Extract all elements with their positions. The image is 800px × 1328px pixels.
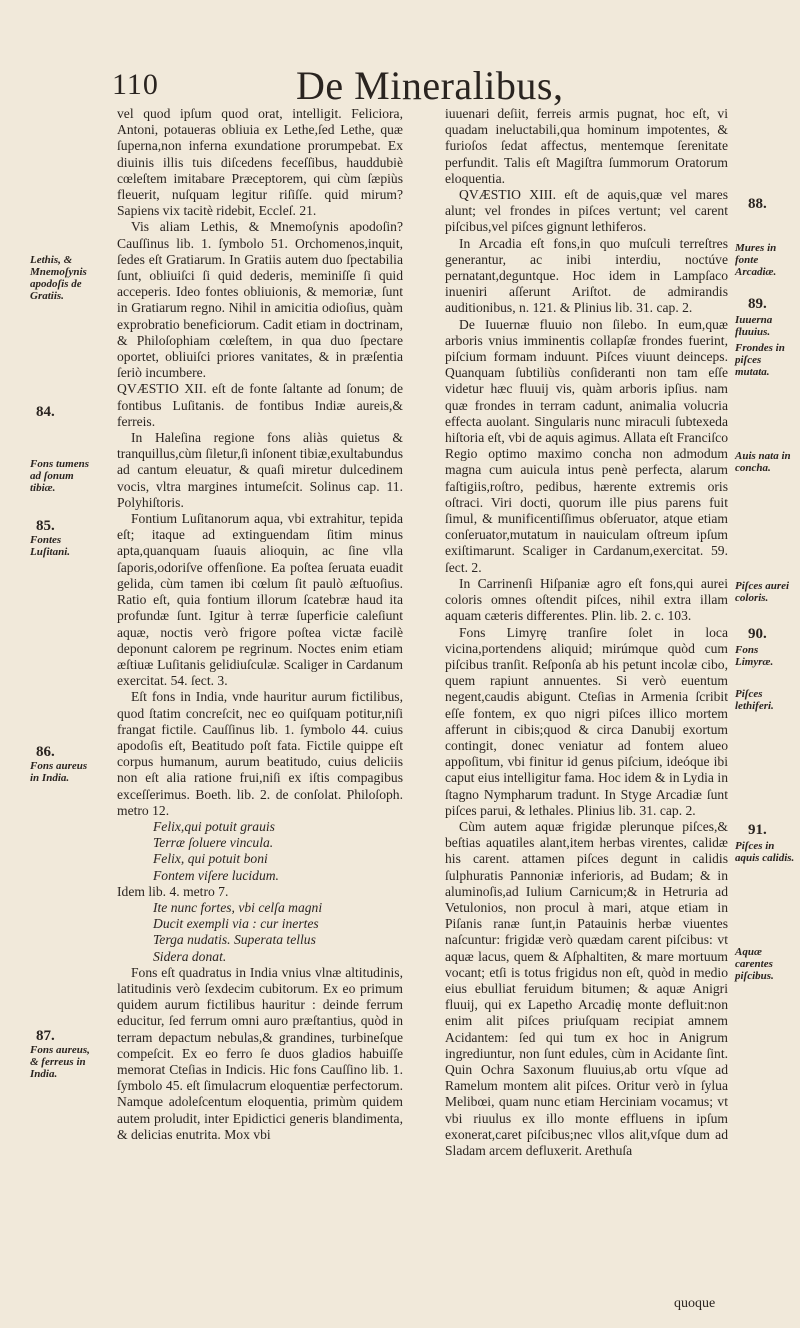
paragraph: Fons eſt quadratus in India vnius vlnæ altitudinis, latitudinis verò ſexdecim cubitorum. Ex eo primum quidem aurum fictilibus hauritur : deinde ferrum educitur, ſed ferrum omni auro præſtantius, quòd in terram depactum nebulas,& grandines, turbineſque compeſcit. Ex eo ferro ſe duos gladios habuiſſe memorat Cteſias in Indicis. Hic fons Cauſſino lib. 1. ſymbolo 45. eſt ſimulacrum eloquentiæ perfectorum. Namque adoleſcentum eloquentia, primùm quidem autem proludit, inter Epidictici generis blandimenta, & delicias enutrita. Mox vbi — [117, 964, 403, 1142]
page-number: 110 — [112, 68, 159, 101]
paragraph: Cùm autem aquæ frigidæ plerunque piſces,& beſtias aquatiles alant,item herbas virentes, calidæ his carent. attamen piſces degunt in calidis ſulphuratis Pannoniæ inferioris, ad Budam; & in aluminoſis,ad Iulium Carnicum;& in Hetruria ad Vetulonios, non procul à mari, atque etiam in Piſanis ranæ ſunt,in Patauinis herbæ viuentes naſcuntur: frigidæ verò quædam carent piſcibus: vt aquæ lacus, quem & Aſphaltiten, & mare mortuum vocant; etſi is totus frigidus non eſt, quòd in medio eius ebulliat feruidum bitumen; & aquæ Anigri fluuij, qui ex Lapetho Arcadię monte defluit:non enim alit piſces priuſquam recipiat amnem Acidantem: ſed qui tum ex hoc in Anigrum ingrediuntur, non ſunt edules, cùm in Acidante ſint. Quin Ochra Saxonum fluuius,ab ortu vſque ad Ramelum montem alit piſces. Oritur verò in ſylua Melibœi, quam nunc etiam Herciniam vocamus; vt vbi riuulus ex illo monte effluens in ipſum exonerat,caret piſcibus;nec vllos alit,vſque dum ad Sladam arcem defluxerit. Arethuſa — [445, 818, 728, 1158]
paragraph: Fons Limyrę tranſire ſolet in loca vicina,portendens aliquid; mirúmque quòd cum piſcibus tranſit. Reſponſa ab his petunt incolæ cibo, quem rapiunt annuentes. Si verò euentum negent,caudis abigunt. Cteſias in Armenia ſcribit eſſe fontem, ex quo nigri piſces illico mortem afferunt in cibis;quod & circa Danubij exortum contingit, donec veniatur ad fontem alueo appoſitum, vbi finitur id genus piſcium, ideóque ibi caput eius intelligitur fama. Hoc idem & in Lydia in ſtagno Nympharum tradunt. In Styge Arcadiæ ſunt piſces parui, & lethales. Plinius lib. 31. cap. 2. — [445, 624, 728, 818]
margin-number: 87. — [36, 1028, 55, 1044]
catchword: quoque — [674, 1296, 716, 1311]
question-heading: QVÆSTIO XIII. eſt de aquis,quæ vel mares alunt; vel frondes in piſces vertunt; vel carent piſcibus,vel piſces gignunt lethiferos. — [445, 187, 728, 235]
paragraph: Fontium Luſitanorum aqua, vbi extrahitur, tepida eſt; itaque ad extinguendam ſitim minus apta,quanquam ſuauis alioquin, ac ſine vlla ſaporis,odoriſve offenſione. Ea poſtea ſeruata euadit gelida, cùm tamen ibi cœlum ſit paulò æſtuoſius. Ratio eſt, quia fontium illorum ſcatebræ haud ita profundæ ſunt. Igitur à terræ ſuperficie caleſiunt aquæ, noctis verò frigore poſtea victæ facilè deponunt calorem pe regrinum. Noctes enim etiam æſtiuæ Luſitanis gelidiuſculæ. Scaliger in Cardanum exercitat. 54. ſect. 3. — [117, 511, 403, 689]
margin-note: Frondes in piſces mutata. — [735, 342, 785, 378]
paragraph: vel quod ipſum quod orat, intelligit. Feliciora, Antoni, potaueras obliuia ex Lethe,ſed Lethe, quæ ſuperna,non inferna exundatione prorumpebat. Ex diuinis illis tuis diſcedens feceſſibus, hauddubiè cœleſtem imitabare Præceptorem, qui cùm ſæpiùs fleuerit, nuſquam legitur riſiſſe. quid mirum? Sapiens vix tacitè ridebit, Eccleſ. 21. — [117, 106, 403, 219]
verse-line: Fontem viſere lucidum. — [153, 867, 279, 883]
verse-line: Felix,qui potuit grauis — [153, 818, 275, 834]
margin-note: Fons aureus, & ferreus in India. — [30, 1044, 90, 1080]
margin-number: 84. — [36, 404, 55, 420]
paragraph: Idem lib. 4. metro 7. — [117, 883, 229, 899]
paragraph: In Carrinenſi Hiſpaniæ agro eſt fons,qui aurei coloris omnes oſtendit piſces, nihil extra illam aquam cæteris differentes. Plin. lib. 2. c. 103. — [445, 575, 728, 624]
margin-number: 91. — [748, 822, 767, 838]
running-head: De Mineralibus, — [296, 63, 564, 108]
paragraph: Eſt fons in India, vnde hauritur aurum fictilibus, quod ſtatim concreſcit, nec eo quiſquam potitur,niſi frangat fictile. Cauſſinus lib. 1. ſymbolo 44. cuius apodoſis eſt, Beatitudo poſt fata. Fictile quippe eſt corpus humanum, aurum beatitudo, cuius deliciis non eſt alia ratione frui,niſi ex iſtis compagibus exceſſerimus. Boeth. lib. 2. de conſolat. Philoſoph. metro 12. — [117, 689, 403, 818]
verse-line: Ducit exempli via : cur inertes — [153, 916, 319, 932]
verse-line: Terræ ſoluere vincula. — [153, 835, 274, 851]
verse-line: Ite nunc fortes, vbi celſa magni — [153, 899, 323, 915]
margin-number: 90. — [748, 626, 767, 642]
margin-note: Mures in fonte Arcadiæ. — [735, 242, 777, 278]
margin-note: Iuuerna fluuius. — [735, 314, 773, 338]
paragraph: De Iuuernæ fluuio non ſilebo. In eum,quæ arboris vnius imminentis collapſæ frondes fuerint, piſcium formam induunt. Piſces viuunt deinceps. Quanquam ſubtiliùs conſideranti non tam eſſe videtur hæc fluuij vis, quàm arboris ipſius. nam quæ frondes in terram cadunt, animalia volucria effecta auolant. Singularis nunc miraculi ſubtexeda hiſtoria eſt, vbi de aquis agimus. Allata eſt Franciſco Regio optimo maximo concha non admodum magna cum auicula intus penè perfecta, alarum faſtigiis,roſtro, pedibus, hærente extremis oris oſtraci. Viri docti, quorum ille pius parens fuit ſimul, & munificentiſſimus obſeruator, atque etiam conſeruator,mutatum in nauiculam oſtreum ipſum exiſtimarunt. Scaliger in Cardanum,exercitat. 59. ſect. 2. — [445, 316, 728, 575]
margin-note: Fons aureus in India. — [30, 760, 88, 784]
margin-note: Fons tumens ad ſonum tibiæ. — [30, 458, 89, 494]
verse-line: Terga nudatis. Superata tellus — [153, 932, 316, 948]
margin-note: Auis nata in concha. — [735, 450, 791, 474]
margin-note: Aquæ carentes piſcibus. — [735, 946, 774, 982]
margin-note: Fontes Luſitani. — [30, 534, 71, 558]
paragraph: In Arcadia eſt fons,in quo muſculi terreſtres generantur, ac inibi interdiu, noctúve pernatant,deguntque. Hoc idem in Lampſaco inueniri aſſerunt Ariſtot. de admirandis auditionibus, n. 121. & Plinius lib. 31. cap. 2. — [445, 235, 728, 316]
margin-note: Piſces in aquis calidis. — [735, 840, 795, 864]
margin-note: Piſces aurei coloris. — [735, 580, 790, 604]
paragraph: In Haleſina regione fons aliàs quietus & tranquillus,cùm ſiletur,ſi inſonent tibiæ,exultabundus ad cantum eleuatur, & quaſi miretur dulcedinem vocis, vltra margines intumeſcit. Solinus cap. 11. Polyhiſtoris. — [117, 430, 403, 510]
margin-note: Fons Limyræ. — [735, 644, 774, 668]
margin-number: 86. — [36, 744, 55, 760]
margin-note: Lethis, & Mnemoſynis apodoſis de Gratiis. — [30, 254, 87, 302]
margin-number: 88. — [748, 196, 767, 212]
paragraph: iuuenari deſiit, ferreis armis pugnat, hoc eſt, vi quadam ineluctabili,qua hominum impotentes, & furioſos ſedat affectus, mentemque ſerenitate perfundit. Talis eſt Magiſtra ſummorum Oratorum eloquentia. — [445, 106, 728, 186]
verse-line: Felix, qui potuit boni — [153, 851, 268, 867]
margin-number: 85. — [36, 518, 55, 534]
margin-note: Piſces lethiferi. — [735, 688, 774, 712]
right-column — [445, 106, 728, 1159]
paragraph: Vis aliam Lethis, & Mnemoſynis apodoſin? Cauſſinus lib. 1. ſymbolo 51. Orchomenos,inquit, ſedes eſt Gratiarum. In Gratiis autem duo ſpectabilia ſunt, obliuiſci ſi quid dederis, meminiſſe ſi quid acceperis. Ideo fontes obliuionis, & memoriæ, ſunt in Gratiarum regno. Nihil in amicitia odioſius, quàm exprobratio beneficiorum. Cadit etiam in doctrinam, & Philoſophiam cœleſtem, in qua duo ſpectare oportet, obliuiſci priores vanitates, & in præſentia ſeriò incumbere. — [117, 219, 403, 381]
margin-number: 89. — [748, 296, 767, 312]
left-column — [117, 106, 403, 1143]
verse-line: Sidera donat. — [153, 948, 227, 964]
question-heading: QVÆSTIO XII. eſt de fonte ſaltante ad ſonum; de fontibus Luſitanis. de fontibus Indiæ aureis,& ferreis. — [117, 381, 403, 429]
